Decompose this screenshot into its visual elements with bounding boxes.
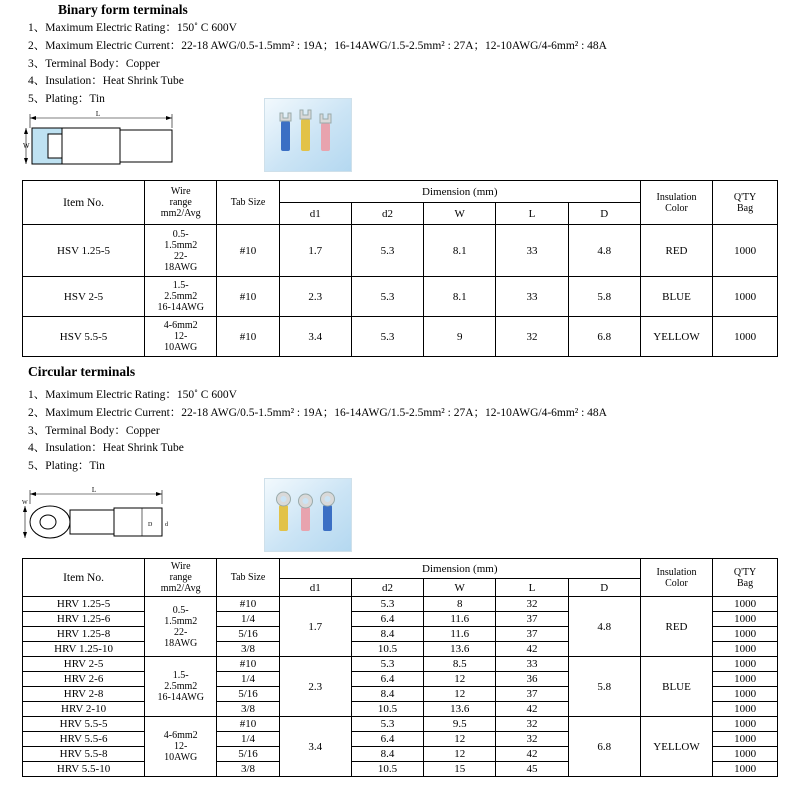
th-wire-range-line1: Wire	[170, 186, 191, 197]
th-item-no: Item No.	[23, 181, 145, 225]
cell-d2: 10.5	[351, 702, 423, 717]
cell-insulation-color: BLUE	[640, 277, 712, 317]
table-row	[23, 657, 778, 672]
cell-qty: 1000	[713, 702, 778, 717]
cell-tab-size: 3/8	[217, 762, 279, 777]
svg-text:W: W	[23, 142, 30, 150]
spec-item: 1、Maximum Electric Rating：150˚ C 600V	[28, 22, 237, 34]
cell-insulation-color: RED	[640, 597, 712, 657]
cell-d2: 8.4	[351, 627, 423, 642]
cell-w: 11.6	[424, 627, 496, 642]
th-w: W	[424, 203, 496, 225]
cell-d2: 5.3	[351, 317, 423, 357]
cell-d1: 2.3	[279, 277, 351, 317]
cell-l: 33	[496, 657, 568, 672]
cell-w: 8.1	[424, 225, 496, 277]
cell-wire-range: 1.5- 2.5mm2 16-14AWG	[145, 277, 217, 317]
cell-item-no: HRV 5.5-6	[23, 732, 145, 747]
cell-d2: 8.4	[351, 687, 423, 702]
th-dimension: Dimension (mm)	[279, 559, 640, 579]
spec-table-circular-terminals	[22, 558, 778, 777]
section-title-binary-form-terminals: Binary form terminals	[58, 2, 188, 17]
cell-d: 5.8	[568, 657, 640, 717]
cell-qty: 1000	[713, 762, 778, 777]
cell-item-no: HRV 1.25-8	[23, 627, 145, 642]
th-tab-size: Tab Size	[217, 559, 279, 597]
cell-w: 13.6	[424, 702, 496, 717]
cell-qty: 1000	[713, 642, 778, 657]
cell-tab-size: #10	[217, 657, 279, 672]
th-qty-line1: Q'TY	[733, 566, 757, 578]
cell-d: 6.8	[568, 717, 640, 777]
cell-d2: 10.5	[351, 642, 423, 657]
cell-w: 8.1	[424, 277, 496, 317]
cell-w: 11.6	[424, 612, 496, 627]
cell-qty: 1000	[713, 657, 778, 672]
cell-d2: 5.3	[351, 225, 423, 277]
cell-d: 4.8	[568, 597, 640, 657]
cell-item-no: HSV 2-5	[23, 277, 145, 317]
cell-qty: 1000	[713, 717, 778, 732]
cell-d2: 6.4	[351, 612, 423, 627]
cell-l: 37	[496, 612, 568, 627]
th-item-no: Item No.	[23, 559, 145, 597]
cell-item-no: HRV 1.25-6	[23, 612, 145, 627]
th-wire-range-line2: range	[169, 197, 192, 208]
cell-item-no: HRV 2-5	[23, 657, 145, 672]
th-insulation-line2: Color	[665, 577, 688, 589]
th-insulation-line1: Insulation	[656, 566, 697, 578]
cell-d1: 3.4	[279, 317, 351, 357]
cell-item-no: HRV 5.5-5	[23, 717, 145, 732]
cell-l: 33	[496, 277, 568, 317]
cell-l: 32	[496, 732, 568, 747]
cell-d2: 10.5	[351, 762, 423, 777]
cell-d: 5.8	[568, 277, 640, 317]
th-dimension: Dimension (mm)	[279, 181, 640, 203]
th-d2: d2	[351, 579, 423, 597]
cell-l: 37	[496, 687, 568, 702]
cell-wire-range: 4-6mm2 12- 10AWG	[145, 317, 217, 357]
cell-tab-size: 1/4	[217, 612, 279, 627]
cell-item-no: HSV 5.5-5	[23, 317, 145, 357]
spec-item: 1、Maximum Electric Rating：150˚ C 600V	[28, 389, 237, 401]
cell-l: 42	[496, 642, 568, 657]
th-insulation-line2: Color	[665, 202, 688, 214]
cell-item-no: HRV 5.5-8	[23, 747, 145, 762]
cell-item-no: HRV 1.25-10	[23, 642, 145, 657]
cell-w: 8.5	[424, 657, 496, 672]
cell-l: 45	[496, 762, 568, 777]
cell-d: 4.8	[568, 225, 640, 277]
cell-w: 12	[424, 672, 496, 687]
cell-d2: 5.3	[351, 597, 423, 612]
th-qty-line2: Bag	[737, 202, 754, 214]
cell-tab-size: #10	[217, 597, 279, 612]
th-qty-bag	[713, 559, 778, 597]
table-row	[23, 597, 778, 612]
cell-tab-size: 3/8	[217, 702, 279, 717]
cell-tab-size: 5/16	[217, 687, 279, 702]
cell-w: 12	[424, 732, 496, 747]
cell-l: 42	[496, 702, 568, 717]
cell-l: 36	[496, 672, 568, 687]
table-row	[23, 277, 778, 317]
cell-qty: 1000	[713, 612, 778, 627]
cell-tab-size: #10	[217, 277, 279, 317]
cell-l: 32	[496, 597, 568, 612]
cell-w: 8	[424, 597, 496, 612]
cell-tab-size: #10	[217, 317, 279, 357]
svg-text:L: L	[95, 110, 101, 118]
cell-tab-size: 1/4	[217, 672, 279, 687]
cell-insulation-color: YELLOW	[640, 717, 712, 777]
section-title-circular-terminals: Circular terminals	[28, 364, 136, 379]
th-d: D	[568, 203, 640, 225]
spec-item: 2、Maximum Electric Current：22-18 AWG/0.5-1.5mm² : 19A；16-14AWG/1.5-2.5mm² : 27A；12-10AWG/4-6mm² : 48A	[28, 39, 607, 52]
svg-text:W: W	[22, 500, 28, 506]
cell-qty: 1000	[713, 225, 778, 277]
cell-wire-range: 4-6mm2 12- 10AWG	[145, 717, 217, 777]
cell-tab-size: #10	[217, 225, 279, 277]
th-wire-range-line1: Wire	[170, 561, 191, 572]
cell-l: 37	[496, 627, 568, 642]
th-wire-range-line3: mm2/Avg	[160, 208, 201, 219]
th-l: L	[496, 203, 568, 225]
th-wire-range-line3: mm2/Avg	[160, 583, 201, 594]
svg-text:D: D	[148, 522, 153, 528]
product-photo-ring-terminals	[264, 478, 352, 552]
cell-tab-size: 5/16	[217, 747, 279, 762]
th-d1: d1	[279, 203, 351, 225]
cell-w: 9.5	[424, 717, 496, 732]
cell-d1: 2.3	[279, 657, 351, 717]
cell-tab-size: 3/8	[217, 642, 279, 657]
cell-d2: 5.3	[351, 657, 423, 672]
th-insulation-color	[640, 559, 712, 597]
th-wire-range	[145, 559, 217, 597]
th-insulation-color	[640, 181, 712, 225]
cell-d2: 8.4	[351, 747, 423, 762]
th-wire-range-line2: range	[169, 572, 192, 583]
cell-l: 32	[496, 717, 568, 732]
cell-qty: 1000	[713, 277, 778, 317]
svg-text:L: L	[91, 486, 97, 494]
spec-item: 4、Insulation：Heat Shrink Tube	[28, 75, 184, 88]
spade-terminal-drawing	[22, 108, 222, 170]
cell-qty: 1000	[713, 732, 778, 747]
cell-d2: 5.3	[351, 277, 423, 317]
product-photo-spade-terminals	[264, 98, 352, 172]
cell-w: 12	[424, 687, 496, 702]
spec-item: 3、Terminal Body：Copper	[28, 57, 160, 70]
cell-insulation-color: BLUE	[640, 657, 712, 717]
cell-w: 12	[424, 747, 496, 762]
spec-item: 5、Plating：Tin	[28, 460, 105, 473]
cell-item-no: HSV 1.25-5	[23, 225, 145, 277]
cell-w: 9	[424, 317, 496, 357]
table-row	[23, 317, 778, 357]
cell-qty: 1000	[713, 672, 778, 687]
svg-text:d: d	[165, 522, 168, 528]
cell-insulation-color: RED	[640, 225, 712, 277]
th-qty-line1: Q'TY	[733, 191, 757, 203]
cell-wire-range: 0.5- 1.5mm2 22- 18AWG	[145, 225, 217, 277]
spec-list-binary	[28, 20, 607, 109]
cell-d2: 6.4	[351, 732, 423, 747]
th-insulation-line1: Insulation	[656, 191, 697, 203]
th-d: D	[568, 579, 640, 597]
cell-qty: 1000	[713, 317, 778, 357]
cell-w: 13.6	[424, 642, 496, 657]
spec-item: 4、Insulation：Heat Shrink Tube	[28, 442, 184, 455]
th-w: W	[424, 579, 496, 597]
cell-l: 33	[496, 225, 568, 277]
cell-d2: 6.4	[351, 672, 423, 687]
cell-tab-size: 1/4	[217, 732, 279, 747]
spec-item: 3、Terminal Body：Copper	[28, 424, 160, 437]
cell-l: 42	[496, 747, 568, 762]
th-d2: d2	[351, 203, 423, 225]
cell-d1: 3.4	[279, 717, 351, 777]
spec-item: 5、Plating：Tin	[28, 93, 105, 106]
cell-insulation-color: YELLOW	[640, 317, 712, 357]
th-l: L	[496, 579, 568, 597]
th-qty-line2: Bag	[737, 577, 754, 589]
cell-qty: 1000	[713, 627, 778, 642]
cell-d1: 1.7	[279, 225, 351, 277]
cell-item-no: HRV 2-6	[23, 672, 145, 687]
th-d1: d1	[279, 579, 351, 597]
ring-terminal-drawing	[22, 486, 222, 548]
cell-item-no: HRV 2-10	[23, 702, 145, 717]
cell-tab-size: #10	[217, 717, 279, 732]
table-row	[23, 717, 778, 732]
cell-l: 32	[496, 317, 568, 357]
cell-qty: 1000	[713, 747, 778, 762]
cell-item-no: HRV 5.5-10	[23, 762, 145, 777]
cell-tab-size: 5/16	[217, 627, 279, 642]
spec-item: 2、Maximum Electric Current：22-18 AWG/0.5-1.5mm² : 19A；16-14AWG/1.5-2.5mm² : 27A；12-10AWG/4-6mm² : 48A	[28, 406, 607, 419]
cell-qty: 1000	[713, 597, 778, 612]
cell-w: 15	[424, 762, 496, 777]
cell-d1: 1.7	[279, 597, 351, 657]
cell-d2: 5.3	[351, 717, 423, 732]
th-tab-size: Tab Size	[217, 181, 279, 225]
spec-table-binary-form-terminals	[22, 180, 778, 357]
cell-wire-range: 1.5- 2.5mm2 16-14AWG	[145, 657, 217, 717]
cell-d: 6.8	[568, 317, 640, 357]
cell-item-no: HRV 2-8	[23, 687, 145, 702]
table-row	[23, 225, 778, 277]
cell-qty: 1000	[713, 687, 778, 702]
cell-item-no: HRV 1.25-5	[23, 597, 145, 612]
th-wire-range	[145, 181, 217, 225]
th-qty-bag	[713, 181, 778, 225]
cell-wire-range: 0.5- 1.5mm2 22- 18AWG	[145, 597, 217, 657]
spec-list-circular	[28, 387, 607, 476]
